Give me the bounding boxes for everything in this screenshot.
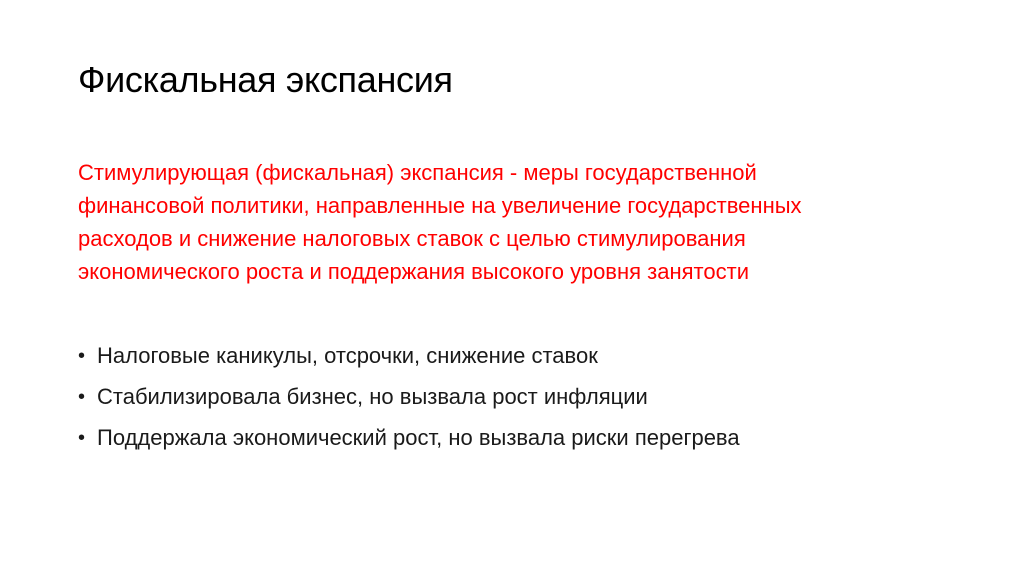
definition-line: финансовой политики, направленные на увеличение государственных xyxy=(78,193,802,218)
definition-line: экономического роста и поддержания высокого уровня занятости xyxy=(78,259,749,284)
bullet-text: Стабилизировала бизнес, но вызвала рост инфляции xyxy=(97,384,648,409)
slide-title: Фискальная экспансия xyxy=(78,59,453,100)
bullet-text: Налоговые каникулы, отсрочки, снижение ставок xyxy=(97,343,598,368)
bullet-item xyxy=(78,382,740,412)
bullet-item xyxy=(78,423,740,453)
definition-line: расходов и снижение налоговых ставок с целью стимулирования xyxy=(78,226,746,251)
bullet-icon: • xyxy=(78,386,86,408)
bullet-item xyxy=(78,341,740,371)
bullet-text: Поддержала экономический рост, но вызвала риски перегрева xyxy=(97,425,740,450)
definition-text xyxy=(78,156,998,288)
bullet-list xyxy=(78,341,740,464)
bullet-icon: • xyxy=(78,345,86,367)
bullet-icon: • xyxy=(78,427,86,449)
definition-line: Стимулирующая (фискальная) экспансия - меры государственной xyxy=(78,160,757,185)
